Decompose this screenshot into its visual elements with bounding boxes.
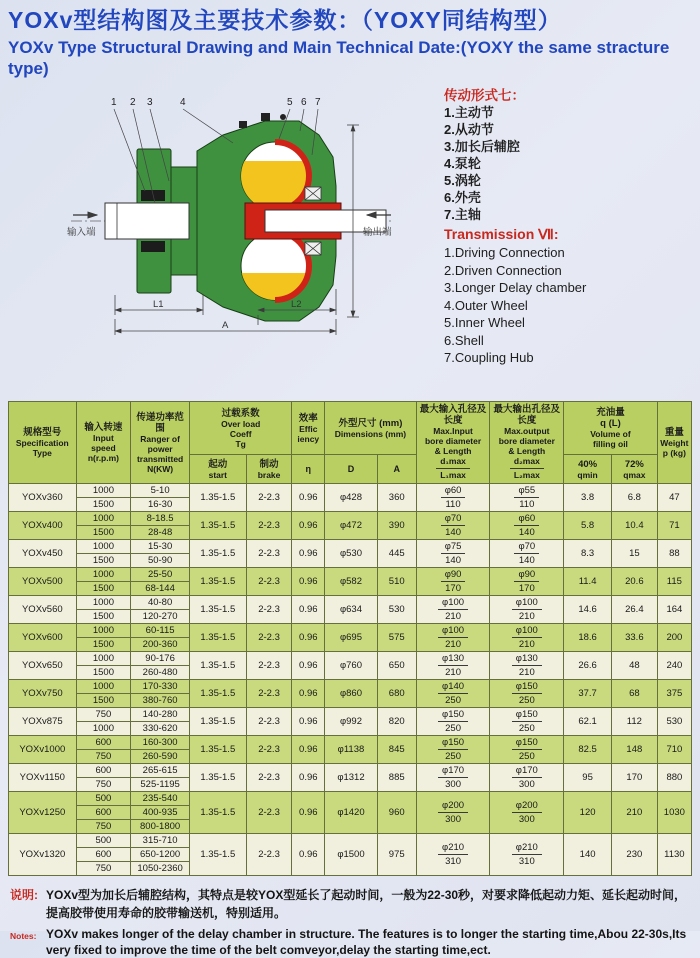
power-cell: 60-115 [131, 624, 190, 638]
max-input-bore-cell: $\frac{\varphi 60}{110}$ [416, 484, 490, 512]
overload-start-cell: 1.35-1.5 [189, 652, 246, 680]
power-cell: 170-330 [131, 680, 190, 694]
oil-qmin-cell: 120 [564, 792, 612, 834]
max-output-bore-cell: $\frac{\varphi 90}{170}$ [490, 568, 564, 596]
max-input-bore-cell: $\frac{\varphi 150}{250}$ [416, 736, 490, 764]
spec-table-body [9, 484, 692, 876]
page-title-zh: YOXv型结构图及主要技术参数：（YOXY同结构型） [8, 7, 562, 33]
power-cell: 380-760 [131, 694, 190, 708]
legend-item-zh: 2.从动节 [444, 122, 494, 138]
power-cell: 90-176 [131, 652, 190, 666]
subcol-eta: η [292, 455, 325, 484]
note-label-zh: 说明: [10, 888, 38, 903]
coupling-cross-section-diagram [10, 89, 440, 367]
speed-cell: 1000 [76, 596, 131, 610]
dimension-a-cell: 530 [377, 596, 416, 624]
power-cell: 315-710 [131, 834, 190, 848]
oil-qmin-cell: 14.6 [564, 596, 612, 624]
speed-cell: 750 [76, 708, 131, 722]
oil-qmax-cell: 26.4 [611, 596, 657, 624]
overload-start-cell: 1.35-1.5 [189, 568, 246, 596]
legend-item-en: 3.Longer Delay chamber [444, 280, 587, 296]
oil-qmax-cell: 112 [611, 708, 657, 736]
efficiency-cell: 0.96 [292, 652, 325, 680]
dimension-d-cell: φ760 [325, 652, 378, 680]
subcol-d: D [325, 455, 378, 484]
note-zh [10, 886, 690, 922]
weight-cell: 88 [657, 540, 691, 568]
legend-heading-en: Transmission Ⅶ: [444, 226, 559, 243]
efficiency-cell: 0.96 [292, 764, 325, 792]
parts-legend [444, 87, 692, 371]
overload-start-cell: 1.35-1.5 [189, 708, 246, 736]
dimension-a-cell: 975 [377, 834, 416, 876]
overload-brake-cell: 2-2.3 [246, 596, 292, 624]
model-cell: YOXv560 [9, 596, 77, 624]
speed-cell: 1000 [76, 652, 131, 666]
overload-start-cell: 1.35-1.5 [189, 624, 246, 652]
col-header-oil: 充油量 q (L) Volume of filling oil [564, 402, 658, 455]
dimension-d-cell: φ860 [325, 680, 378, 708]
weight-cell: 375 [657, 680, 691, 708]
oil-qmax-cell: 10.4 [611, 512, 657, 540]
speed-cell: 1000 [76, 624, 131, 638]
page-title-en: YOXv Type Structural Drawing and Main Technical Date:(YOXY the same stracture type) [8, 37, 670, 78]
oil-qmax-cell: 33.6 [611, 624, 657, 652]
power-cell: 16-30 [131, 498, 190, 512]
dimension-d-cell: φ582 [325, 568, 378, 596]
power-cell: 28-48 [131, 526, 190, 540]
note-text-zh: YOXv型为加长后辅腔结构，其特点是较YOX型延长了起动时间，一般为22-30秒，对要求降低起动力矩、延长起动时间，提高胶带使用寿命的胶带输送机，特别适用。 [46, 888, 687, 921]
oil-qmax-cell: 15 [611, 540, 657, 568]
legend-item-en: 5.Inner Wheel [444, 315, 525, 331]
efficiency-cell: 0.96 [292, 736, 325, 764]
dim-label-l1: L1 [153, 299, 164, 311]
dimension-d-cell: φ1420 [325, 792, 378, 834]
legend-item-zh: 3.加长后辅腔 [444, 139, 520, 155]
legend-item-zh: 1.主动节 [444, 105, 494, 121]
dimension-a-cell: 390 [377, 512, 416, 540]
speed-cell: 500 [76, 834, 131, 848]
model-cell: YOXv500 [9, 568, 77, 596]
dim-label-a: A [222, 320, 229, 332]
speed-cell: 500 [76, 792, 131, 806]
col-header-weight: 重量 Weight p (kg) [657, 402, 691, 484]
table-row [9, 792, 692, 806]
max-output-bore-cell: $\frac{\varphi 150}{250}$ [490, 680, 564, 708]
oil-qmin-cell: 37.7 [564, 680, 612, 708]
weight-cell: 115 [657, 568, 691, 596]
max-output-bore-cell: $\frac{\varphi 100}{210}$ [490, 624, 564, 652]
table-row [9, 680, 692, 694]
speed-cell: 1500 [76, 638, 131, 652]
power-cell: 265-615 [131, 764, 190, 778]
table-row [9, 764, 692, 778]
col-header-max-input: 最大输入孔径及长度 Max.Input bore diameter & Length $\frac{\text{d₁max}}{\text{L₁max}}$ [416, 402, 490, 484]
oil-qmin-cell: 95 [564, 764, 612, 792]
oil-qmax-cell: 48 [611, 652, 657, 680]
dimension-a-cell: 575 [377, 624, 416, 652]
callout-6: 6 [301, 97, 307, 109]
note-text-en: YOXv makes longer of the delay chamber in structure. The features is to longer the starting time,Abou 22-30s,Its very fixed to improve the time of the belt comveyor,delay the starting time,ect. [46, 927, 687, 958]
oil-qmin-cell: 8.3 [564, 540, 612, 568]
power-cell: 50-90 [131, 554, 190, 568]
callout-7: 7 [315, 97, 321, 109]
callout-3: 3 [147, 97, 153, 109]
structural-drawing [8, 87, 440, 371]
table-row [9, 652, 692, 666]
speed-cell: 600 [76, 848, 131, 862]
speed-cell: 1500 [76, 610, 131, 624]
max-input-bore-cell: $\frac{\varphi 70}{140}$ [416, 512, 490, 540]
dimension-a-cell: 445 [377, 540, 416, 568]
subcol-a: A [377, 455, 416, 484]
power-cell: 40-80 [131, 596, 190, 610]
efficiency-cell: 0.96 [292, 540, 325, 568]
model-cell: YOXv1000 [9, 736, 77, 764]
overload-start-cell: 1.35-1.5 [189, 484, 246, 512]
oil-qmin-cell: 62.1 [564, 708, 612, 736]
dimension-d-cell: φ695 [325, 624, 378, 652]
table-header-row-1 [9, 402, 692, 455]
dimension-d-cell: φ1138 [325, 736, 378, 764]
speed-cell: 750 [76, 750, 131, 764]
legend-item-zh: 5.涡轮 [444, 173, 481, 189]
table-row [9, 834, 692, 848]
table-row [9, 540, 692, 554]
overload-start-cell: 1.35-1.5 [189, 764, 246, 792]
speed-cell: 1000 [76, 540, 131, 554]
speed-cell: 1500 [76, 666, 131, 680]
dim-label-l2: L2 [291, 299, 302, 311]
max-input-bore-cell: $\frac{\varphi 75}{140}$ [416, 540, 490, 568]
legend-heading-zh: 传动形式七： [444, 88, 525, 104]
table-row [9, 708, 692, 722]
overload-start-cell: 1.35-1.5 [189, 512, 246, 540]
efficiency-cell: 0.96 [292, 834, 325, 876]
oil-qmax-cell: 210 [611, 792, 657, 834]
col-header-speed: 输入转速 Input speed n(r.p.m) [76, 402, 131, 484]
weight-cell: 880 [657, 764, 691, 792]
weight-cell: 164 [657, 596, 691, 624]
dimension-d-cell: φ1312 [325, 764, 378, 792]
subcol-qmin: 40% qmin [564, 455, 612, 484]
power-cell: 160-300 [131, 736, 190, 750]
dimension-a-cell: 885 [377, 764, 416, 792]
speed-cell: 1500 [76, 554, 131, 568]
efficiency-cell: 0.96 [292, 568, 325, 596]
weight-cell: 200 [657, 624, 691, 652]
max-output-bore-cell: $\frac{\varphi 100}{210}$ [490, 596, 564, 624]
input-shaft [105, 203, 189, 239]
weight-cell: 47 [657, 484, 691, 512]
max-output-bore-cell: $\frac{\varphi 150}{250}$ [490, 708, 564, 736]
efficiency-cell: 0.96 [292, 708, 325, 736]
overload-brake-cell: 2-2.3 [246, 736, 292, 764]
max-output-bore-cell: $\frac{\varphi 130}{210}$ [490, 652, 564, 680]
oil-qmin-cell: 26.6 [564, 652, 612, 680]
overload-start-cell: 1.35-1.5 [189, 736, 246, 764]
oil-qmax-cell: 68 [611, 680, 657, 708]
legend-item-en: 4.Outer Wheel [444, 297, 528, 313]
model-cell: YOXv750 [9, 680, 77, 708]
col-header-overload: 过载系数 Over load Coeff Tg [189, 402, 291, 455]
efficiency-cell: 0.96 [292, 792, 325, 834]
overload-brake-cell: 2-2.3 [246, 540, 292, 568]
max-output-bore-cell: $\frac{\varphi 210}{310}$ [490, 834, 564, 876]
dimension-a-cell: 960 [377, 792, 416, 834]
power-cell: 800-1800 [131, 820, 190, 834]
model-cell: YOXv875 [9, 708, 77, 736]
overload-start-cell: 1.35-1.5 [189, 792, 246, 834]
max-output-bore-cell: $\frac{\varphi 150}{250}$ [490, 736, 564, 764]
speed-cell: 750 [76, 778, 131, 792]
power-cell: 25-50 [131, 568, 190, 582]
model-cell: YOXv1150 [9, 764, 77, 792]
subcol-qmax: 72% qmax [611, 455, 657, 484]
oil-qmax-cell: 6.8 [611, 484, 657, 512]
callout-2: 2 [130, 97, 136, 109]
speed-cell: 600 [76, 806, 131, 820]
table-row [9, 512, 692, 526]
legend-item-zh: 7.主轴 [444, 207, 481, 223]
note-label-en: Notes: [10, 931, 37, 942]
speed-cell: 1500 [76, 694, 131, 708]
max-input-bore-cell: $\frac{\varphi 200}{300}$ [416, 792, 490, 834]
efficiency-cell: 0.96 [292, 484, 325, 512]
callout-1: 1 [111, 97, 117, 109]
overload-brake-cell: 2-2.3 [246, 764, 292, 792]
speed-cell: 1000 [76, 512, 131, 526]
dimension-a-cell: 820 [377, 708, 416, 736]
power-cell: 525-1195 [131, 778, 190, 792]
dimension-a-cell: 510 [377, 568, 416, 596]
power-cell: 235-540 [131, 792, 190, 806]
overload-brake-cell: 2-2.3 [246, 792, 292, 834]
speed-cell: 1000 [76, 722, 131, 736]
table-row [9, 596, 692, 610]
max-input-bore-cell: $\frac{\varphi 90}{170}$ [416, 568, 490, 596]
legend-item-en: 2.Driven Connection [444, 262, 562, 278]
oil-qmax-cell: 20.6 [611, 568, 657, 596]
speed-cell: 1000 [76, 484, 131, 498]
power-cell: 8-18.5 [131, 512, 190, 526]
overload-brake-cell: 2-2.3 [246, 652, 292, 680]
table-row [9, 568, 692, 582]
speed-cell: 1500 [76, 498, 131, 512]
max-input-bore-cell: $\frac{\varphi 140}{250}$ [416, 680, 490, 708]
weight-cell: 71 [657, 512, 691, 540]
content-row [8, 87, 692, 371]
col-header-spec: 规格型号 Specification Type [9, 402, 77, 484]
table-row [9, 736, 692, 750]
overload-start-cell: 1.35-1.5 [189, 540, 246, 568]
oil-qmin-cell: 82.5 [564, 736, 612, 764]
subcol-brake: 制动 brake [246, 455, 292, 484]
oil-qmin-cell: 140 [564, 834, 612, 876]
seal-packing-lower [141, 241, 165, 252]
table-header [9, 402, 692, 484]
weight-cell: 530 [657, 708, 691, 736]
max-input-bore-cell: $\frac{\varphi 210}{310}$ [416, 834, 490, 876]
speed-cell: 1000 [76, 568, 131, 582]
dimension-d-cell: φ1500 [325, 834, 378, 876]
dimension-d-cell: φ472 [325, 512, 378, 540]
power-cell: 68-144 [131, 582, 190, 596]
model-cell: YOXv600 [9, 624, 77, 652]
speed-cell: 1000 [76, 680, 131, 694]
dimension-a-cell: 680 [377, 680, 416, 708]
power-cell: 400-935 [131, 806, 190, 820]
oil-qmax-cell: 230 [611, 834, 657, 876]
col-header-dimensions: 外型尺寸 (mm) Dimensions (mm) [325, 402, 417, 455]
power-cell: 650-1200 [131, 848, 190, 862]
model-cell: YOXv1320 [9, 834, 77, 876]
model-cell: YOXv450 [9, 540, 77, 568]
note-en [10, 926, 690, 958]
overload-brake-cell: 2-2.3 [246, 484, 292, 512]
overload-start-cell: 1.35-1.5 [189, 596, 246, 624]
overload-brake-cell: 2-2.3 [246, 624, 292, 652]
oil-qmin-cell: 3.8 [564, 484, 612, 512]
model-cell: YOXv360 [9, 484, 77, 512]
overload-start-cell: 1.35-1.5 [189, 834, 246, 876]
oil-qmin-cell: 18.6 [564, 624, 612, 652]
dimension-a-cell: 650 [377, 652, 416, 680]
weight-cell: 1130 [657, 834, 691, 876]
efficiency-cell: 0.96 [292, 512, 325, 540]
power-cell: 330-620 [131, 722, 190, 736]
callout-4: 4 [180, 97, 186, 109]
overload-brake-cell: 2-2.3 [246, 512, 292, 540]
efficiency-cell: 0.96 [292, 680, 325, 708]
dimension-a-cell: 360 [377, 484, 416, 512]
callout-5: 5 [287, 97, 293, 109]
power-cell: 120-270 [131, 610, 190, 624]
oil-qmin-cell: 5.8 [564, 512, 612, 540]
speed-cell: 1500 [76, 582, 131, 596]
weight-cell: 710 [657, 736, 691, 764]
max-output-bore-cell: $\frac{\varphi 70}{140}$ [490, 540, 564, 568]
max-output-bore-cell: $\frac{\varphi 60}{140}$ [490, 512, 564, 540]
power-cell: 5-10 [131, 484, 190, 498]
dimension-d-cell: φ428 [325, 484, 378, 512]
speed-cell: 1500 [76, 526, 131, 540]
max-input-bore-cell: $\frac{\varphi 170}{300}$ [416, 764, 490, 792]
power-cell: 15-30 [131, 540, 190, 554]
speed-cell: 600 [76, 736, 131, 750]
overload-brake-cell: 2-2.3 [246, 834, 292, 876]
speed-cell: 750 [76, 862, 131, 876]
efficiency-cell: 0.96 [292, 624, 325, 652]
max-output-bore-cell: $\frac{\varphi 170}{300}$ [490, 764, 564, 792]
max-input-bore-cell: $\frac{\varphi 130}{210}$ [416, 652, 490, 680]
speed-cell: 600 [76, 764, 131, 778]
overload-brake-cell: 2-2.3 [246, 680, 292, 708]
power-cell: 140-280 [131, 708, 190, 722]
model-cell: YOXv400 [9, 512, 77, 540]
col-header-efficiency: 效率 Effic iency [292, 402, 325, 455]
notes-section [10, 886, 690, 958]
table-row [9, 484, 692, 498]
oil-qmin-cell: 11.4 [564, 568, 612, 596]
overload-brake-cell: 2-2.3 [246, 708, 292, 736]
weight-cell: 240 [657, 652, 691, 680]
legend-item-en: 6.Shell [444, 332, 484, 348]
overload-start-cell: 1.35-1.5 [189, 680, 246, 708]
table-row [9, 624, 692, 638]
dimension-d-cell: φ992 [325, 708, 378, 736]
power-cell: 260-480 [131, 666, 190, 680]
dimension-d-cell: φ530 [325, 540, 378, 568]
output-end-label: 输出端 [363, 227, 392, 239]
legend-item-zh: 4.泵轮 [444, 156, 481, 172]
model-cell: YOXv1250 [9, 792, 77, 834]
overload-brake-cell: 2-2.3 [246, 568, 292, 596]
legend-item-zh: 6.外壳 [444, 190, 481, 206]
dimension-a-cell: 845 [377, 736, 416, 764]
model-cell: YOXv650 [9, 652, 77, 680]
power-cell: 260-590 [131, 750, 190, 764]
subcol-start: 起动 start [189, 455, 246, 484]
power-cell: 200-360 [131, 638, 190, 652]
speed-cell: 750 [76, 820, 131, 834]
power-cell: 1050-2360 [131, 862, 190, 876]
col-header-max-output: 最大输出孔径及长度 Max.output bore diameter & Length $\frac{\text{d₂max}}{\text{L₂max}}$ [490, 402, 564, 484]
oil-qmax-cell: 170 [611, 764, 657, 792]
max-input-bore-cell: $\frac{\varphi 100}{210}$ [416, 624, 490, 652]
weight-cell: 1030 [657, 792, 691, 834]
oil-qmax-cell: 148 [611, 736, 657, 764]
legend-item-en: 7.Coupling Hub [444, 350, 534, 366]
dimension-d-cell: φ634 [325, 596, 378, 624]
max-output-bore-cell: $\frac{\varphi 200}{300}$ [490, 792, 564, 834]
col-header-power: 传递功率范围 Ranger of power transmitted N(KW) [131, 402, 190, 484]
max-output-bore-cell: $\frac{\varphi 55}{110}$ [490, 484, 564, 512]
legend-item-en: 1.Driving Connection [444, 245, 565, 261]
max-input-bore-cell: $\frac{\varphi 100}{210}$ [416, 596, 490, 624]
input-end-label: 输入端 [67, 227, 96, 239]
specification-table [8, 401, 692, 876]
efficiency-cell: 0.96 [292, 596, 325, 624]
max-input-bore-cell: $\frac{\varphi 150}{250}$ [416, 708, 490, 736]
